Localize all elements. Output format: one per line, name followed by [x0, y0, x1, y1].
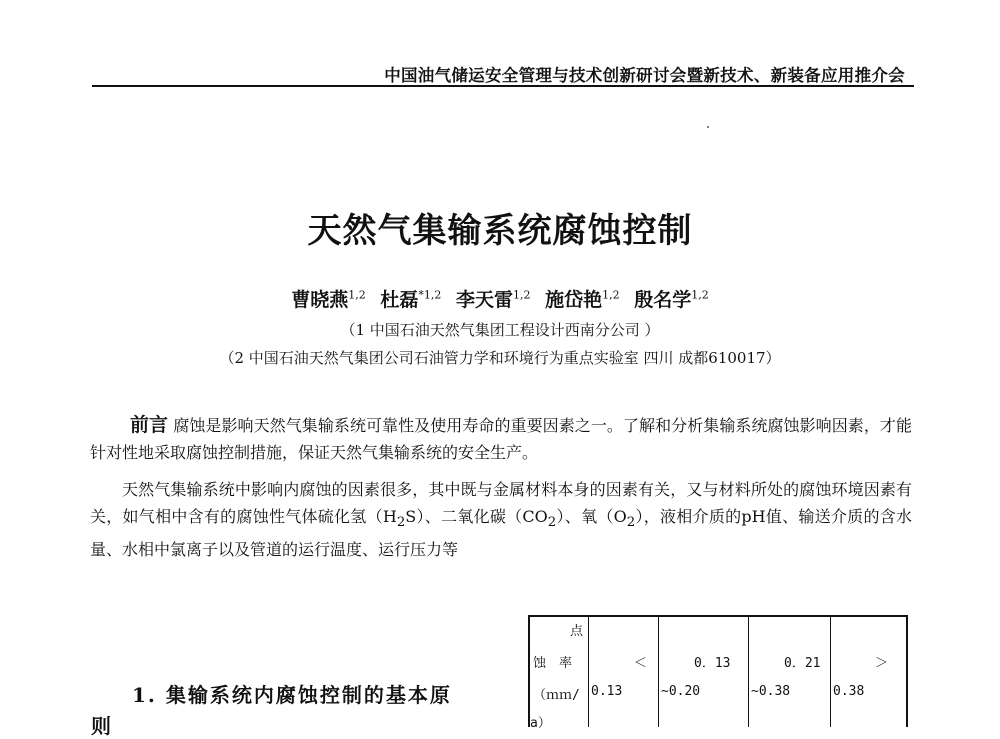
author-affiliation-mark: 1,2 — [691, 288, 709, 302]
affiliation-2: （2 中国石油天然气集团公司石油管力学和环境行为重点实验室 四川 成都610017） — [219, 349, 781, 367]
table-header-cell-line: a） — [530, 716, 551, 731]
author-name: 曹晓燕 — [291, 289, 349, 311]
author — [456, 289, 531, 311]
table-column-rule — [588, 617, 589, 727]
author-name: 殷名学 — [634, 289, 692, 311]
section-heading: 1. 集输系统内腐蚀控制的基本原 — [132, 683, 452, 707]
table-header-cell-line: 点 — [570, 624, 584, 639]
corrosion-rate-table — [528, 615, 908, 731]
table-column-rule — [748, 617, 749, 727]
running-header: 中国油气储运安全管理与技术创新研讨会暨新技术、新装备应用推介会 — [384, 66, 905, 85]
paragraph-text-part: ），液相介质的pH值、输送介质的含水量、水相中氯离子以及管道的运行温度、运行压力等 — [90, 507, 912, 560]
author — [291, 289, 366, 311]
preface-label: 前言 — [130, 414, 169, 436]
table-cell: ~0.20 — [661, 684, 701, 699]
preface-paragraph — [90, 412, 912, 466]
header-rule — [92, 85, 914, 87]
author-affiliation-mark: 1,2 — [513, 288, 531, 302]
article-title: 天然气集输系统腐蚀控制 — [307, 211, 693, 251]
author — [634, 289, 709, 311]
table-header-cell-line: （ｍｍ/ — [533, 688, 580, 703]
author-affiliation-mark: *1,2 — [418, 288, 442, 302]
section-heading-continued: 则 — [91, 714, 111, 738]
subscript: 2 — [396, 515, 406, 531]
author-list — [0, 285, 1000, 312]
table-cell: 0.13 — [591, 684, 623, 699]
preface-text: 腐蚀是影响天然气集输系统可靠性及使用寿命的重要因素之一。了解和分析集输系统腐蚀影响因素，才能针对性地采取腐蚀控制措施，保证天然气集输系统的安全生产。 — [90, 416, 912, 462]
table-cell: ＞ — [875, 656, 889, 671]
scan-speck — [707, 126, 709, 128]
author-affiliation-mark: 1,2 — [602, 288, 620, 302]
table-cell: 0．21 — [784, 656, 821, 671]
author-name: 施岱艳 — [545, 289, 603, 311]
paragraph-text-part: 天然气集输系统中影响内腐蚀的因素很多，其中既与金属材料本身的因素有关，又与材料所处的腐蚀环境因素有关，如气相中含有的腐蚀性气体硫化氢（H — [90, 480, 912, 526]
subscript: 2 — [547, 515, 557, 531]
subscript: 2 — [626, 515, 636, 531]
table-column-rule — [658, 617, 659, 727]
paragraph-text-part: ）、氧（O — [556, 507, 627, 526]
author-name: 李天雷 — [455, 289, 513, 311]
table-cell: ~0.38 — [751, 684, 791, 699]
table-cell: ＜ — [634, 656, 648, 671]
author-affiliation-mark: 1,2 — [348, 288, 366, 302]
author-name: 杜磊 — [380, 289, 419, 311]
author — [380, 289, 441, 311]
table-cell: 0.38 — [833, 684, 865, 699]
table-cell: 0．13 — [694, 656, 731, 671]
affiliation-1: （1 中国石油天然气集团工程设计西南分公司 ） — [340, 321, 660, 339]
table-column-rule — [830, 617, 831, 727]
author — [545, 289, 620, 311]
body-paragraph — [90, 476, 912, 563]
paragraph-text-part: S）、二氧化碳（CO — [405, 507, 548, 526]
table-header-cell-line: 蚀 率 — [533, 656, 573, 671]
